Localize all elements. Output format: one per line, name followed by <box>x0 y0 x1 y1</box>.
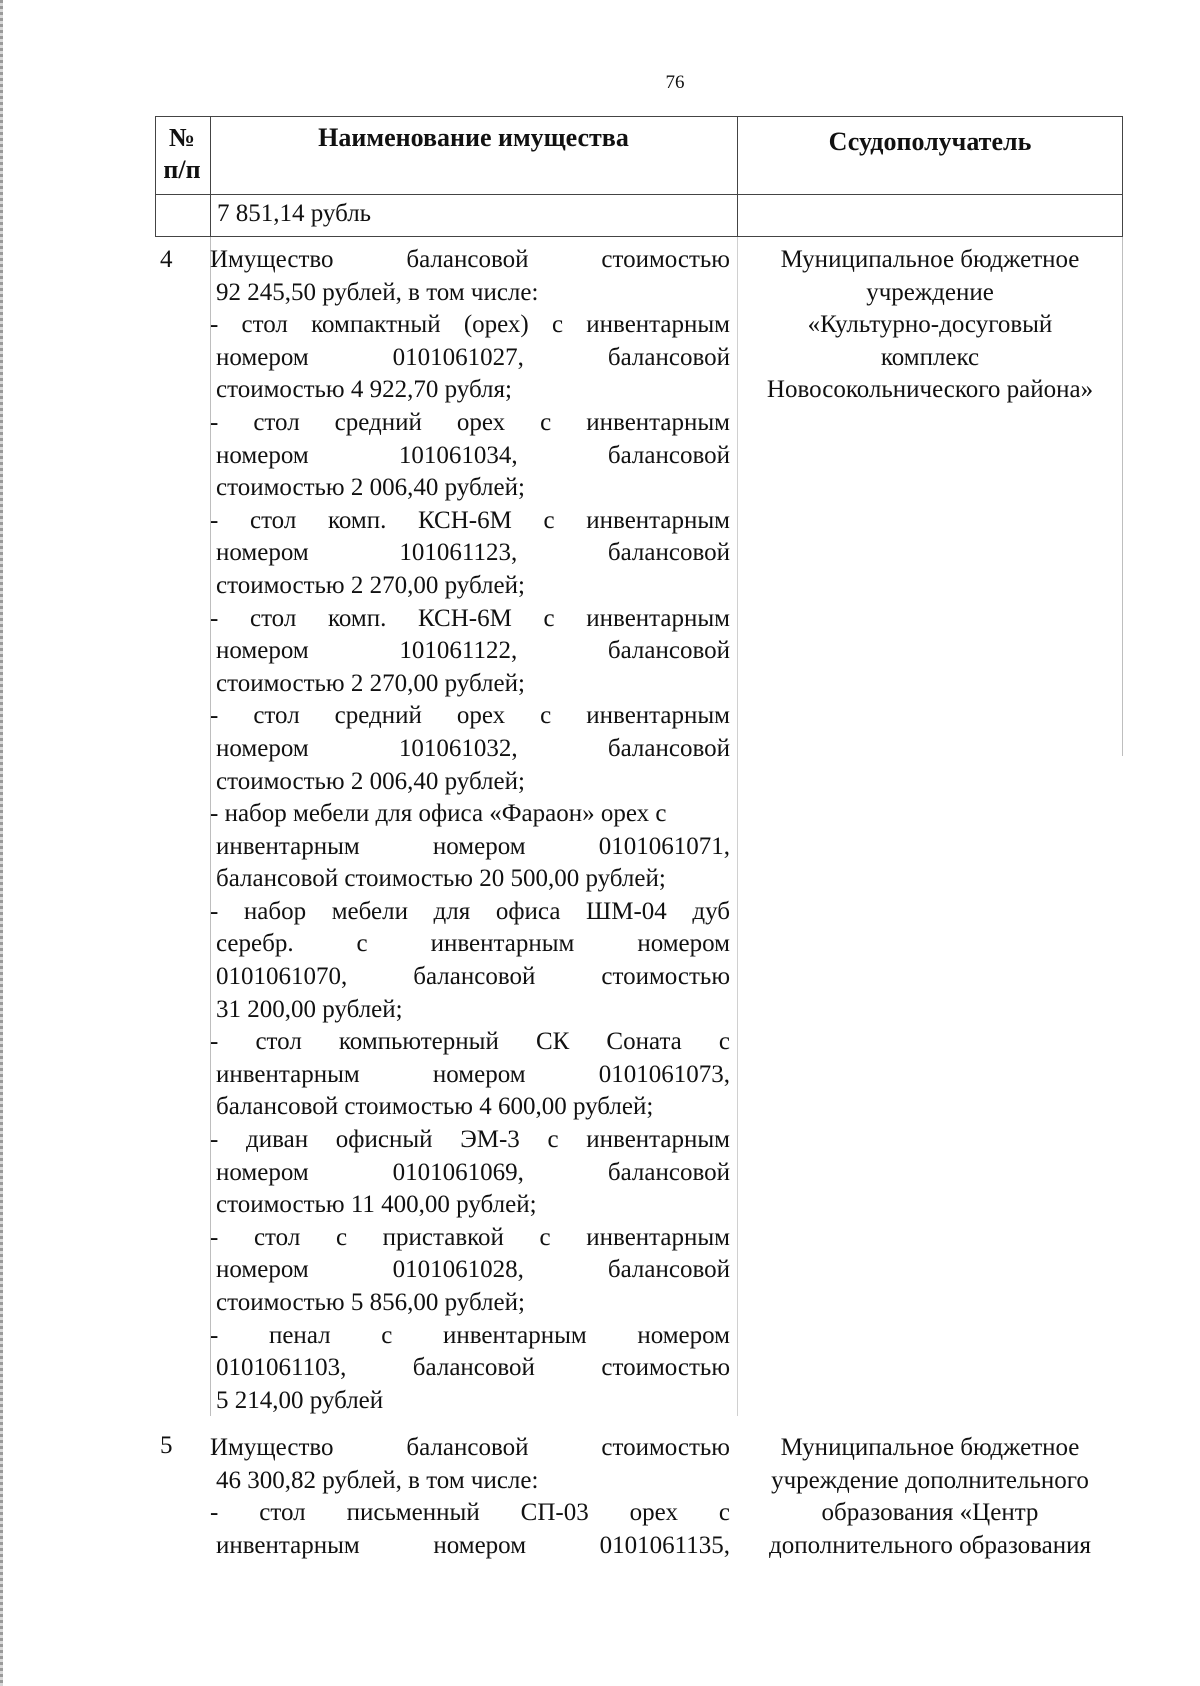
row-4-line: номером 0101061027, балансовой <box>216 343 730 371</box>
row-4-line: балансовой стоимостью 4 600,00 рублей; <box>216 1093 654 1121</box>
header-number-line-2: п/п <box>163 155 201 184</box>
row-4-line: стоимостью 11 400,00 рублей; <box>216 1191 537 1219</box>
page-number: 76 <box>665 72 685 93</box>
row-4-line: - пенал с инвентарным номером <box>210 1321 730 1349</box>
row-5-property-description <box>210 1432 730 1562</box>
row-4-line: стоимостью 2 270,00 рублей; <box>216 571 525 599</box>
row-4-recipient-line: учреждение <box>866 278 994 306</box>
row-4-line: - стол средний орех с инвентарным <box>210 702 730 730</box>
row-4-line: стоимостью 2 006,40 рублей; <box>216 767 525 795</box>
row-5-line: - стол письменный СП-03 орех с <box>210 1499 730 1527</box>
row-4-line: - стол средний орех с инвентарным <box>210 408 730 436</box>
row-5-recipient-line: учреждение дополнительного <box>771 1466 1089 1494</box>
row-4-line: - стол комп. КСН-6М с инвентарным <box>210 506 730 534</box>
row-4-line: 0101061070, балансовой стоимостью <box>216 963 730 991</box>
row-5-recipient-line: образования «Центр <box>821 1499 1039 1527</box>
row-4-recipient-line: Новосокольнического района» <box>766 376 1094 404</box>
row-4-line: номером 101061123, балансовой <box>216 539 730 567</box>
row-4-number: 4 <box>160 246 173 273</box>
row-4-line: стоимостью 2 270,00 рублей; <box>216 669 525 697</box>
row-4-property-description <box>210 244 730 1417</box>
row-4-line: 92 245,50 рублей, в том числе: <box>216 278 539 306</box>
row-4-line: Имущество балансовой стоимостью <box>210 246 730 273</box>
row-4-recipient-line: Муниципальное бюджетное <box>780 246 1080 273</box>
row-5-line: Имущество балансовой стоимостью <box>210 1434 730 1461</box>
header-number <box>155 122 209 186</box>
row-5-recipient-line: Муниципальное бюджетное <box>780 1434 1080 1461</box>
row-5-number: 5 <box>160 1432 173 1459</box>
row-4-line: номером 101061034, балансовой <box>216 441 730 469</box>
header-recipient: Ссудополучатель <box>828 127 1032 156</box>
row-4-line: - стол компактный (орех) с инвентарным <box>210 311 730 339</box>
row-4-line: номером 101061032, балансовой <box>216 734 730 762</box>
row-4-line: - стол с приставкой с инвентарным <box>210 1223 730 1251</box>
scan-edge-decoration <box>0 0 3 1686</box>
row-4-line: 5 214,00 рублей <box>216 1386 384 1414</box>
row-4-line: номером 0101061028, балансовой <box>216 1256 730 1284</box>
row-4-line: инвентарным номером 0101061071, <box>216 832 730 860</box>
continuation-amount: 7 851,14 рубль <box>217 200 372 227</box>
row-5-recipient <box>738 1432 1122 1562</box>
row-4-line: - набор мебели для офиса ШМ-04 дуб <box>210 897 730 925</box>
row-4-line: стоимостью 4 922,70 рубля; <box>216 376 512 404</box>
row-4-line: стоимостью 2 006,40 рублей; <box>216 474 525 502</box>
row-4-line: балансовой стоимостью 20 500,00 рублей; <box>216 865 666 893</box>
row-4-line: номером 0101061069, балансовой <box>216 1158 730 1186</box>
header-property-name: Наименование имущества <box>318 123 629 152</box>
row-4-line: - диван офисный ЭМ-3 с инвентарным <box>210 1126 730 1154</box>
row-4-line: 0101061103, балансовой стоимостью <box>216 1354 730 1382</box>
row-4-line: - стол комп. КСН-6М с инвентарным <box>210 604 730 632</box>
row-4-line: - стол компьютерный СК Соната с <box>210 1028 730 1056</box>
row-4-recipient-line: комплекс <box>880 343 980 371</box>
row-4-recipient-line: «Культурно-досуговый <box>807 311 1053 339</box>
row-5-recipient-line: дополнительного образования <box>768 1531 1092 1559</box>
row-4-line: серебр. с инвентарным номером <box>216 930 730 958</box>
row-5-line: 46 300,82 рублей, в том числе: <box>216 1466 539 1494</box>
row-4-line: стоимостью 5 856,00 рублей; <box>216 1289 525 1316</box>
row-4-line: - набор мебели для офиса «Фараон» орех с <box>210 800 667 828</box>
row-5-line: инвентарным номером 0101061135, <box>216 1531 730 1559</box>
row-4-line: инвентарным номером 0101061073, <box>216 1060 730 1088</box>
row-4-line: 31 200,00 рублей; <box>216 995 403 1023</box>
row-4-line: номером 101061122, балансовой <box>216 637 730 665</box>
row-4-recipient <box>738 244 1122 407</box>
header-number-line-1: № <box>168 123 196 152</box>
